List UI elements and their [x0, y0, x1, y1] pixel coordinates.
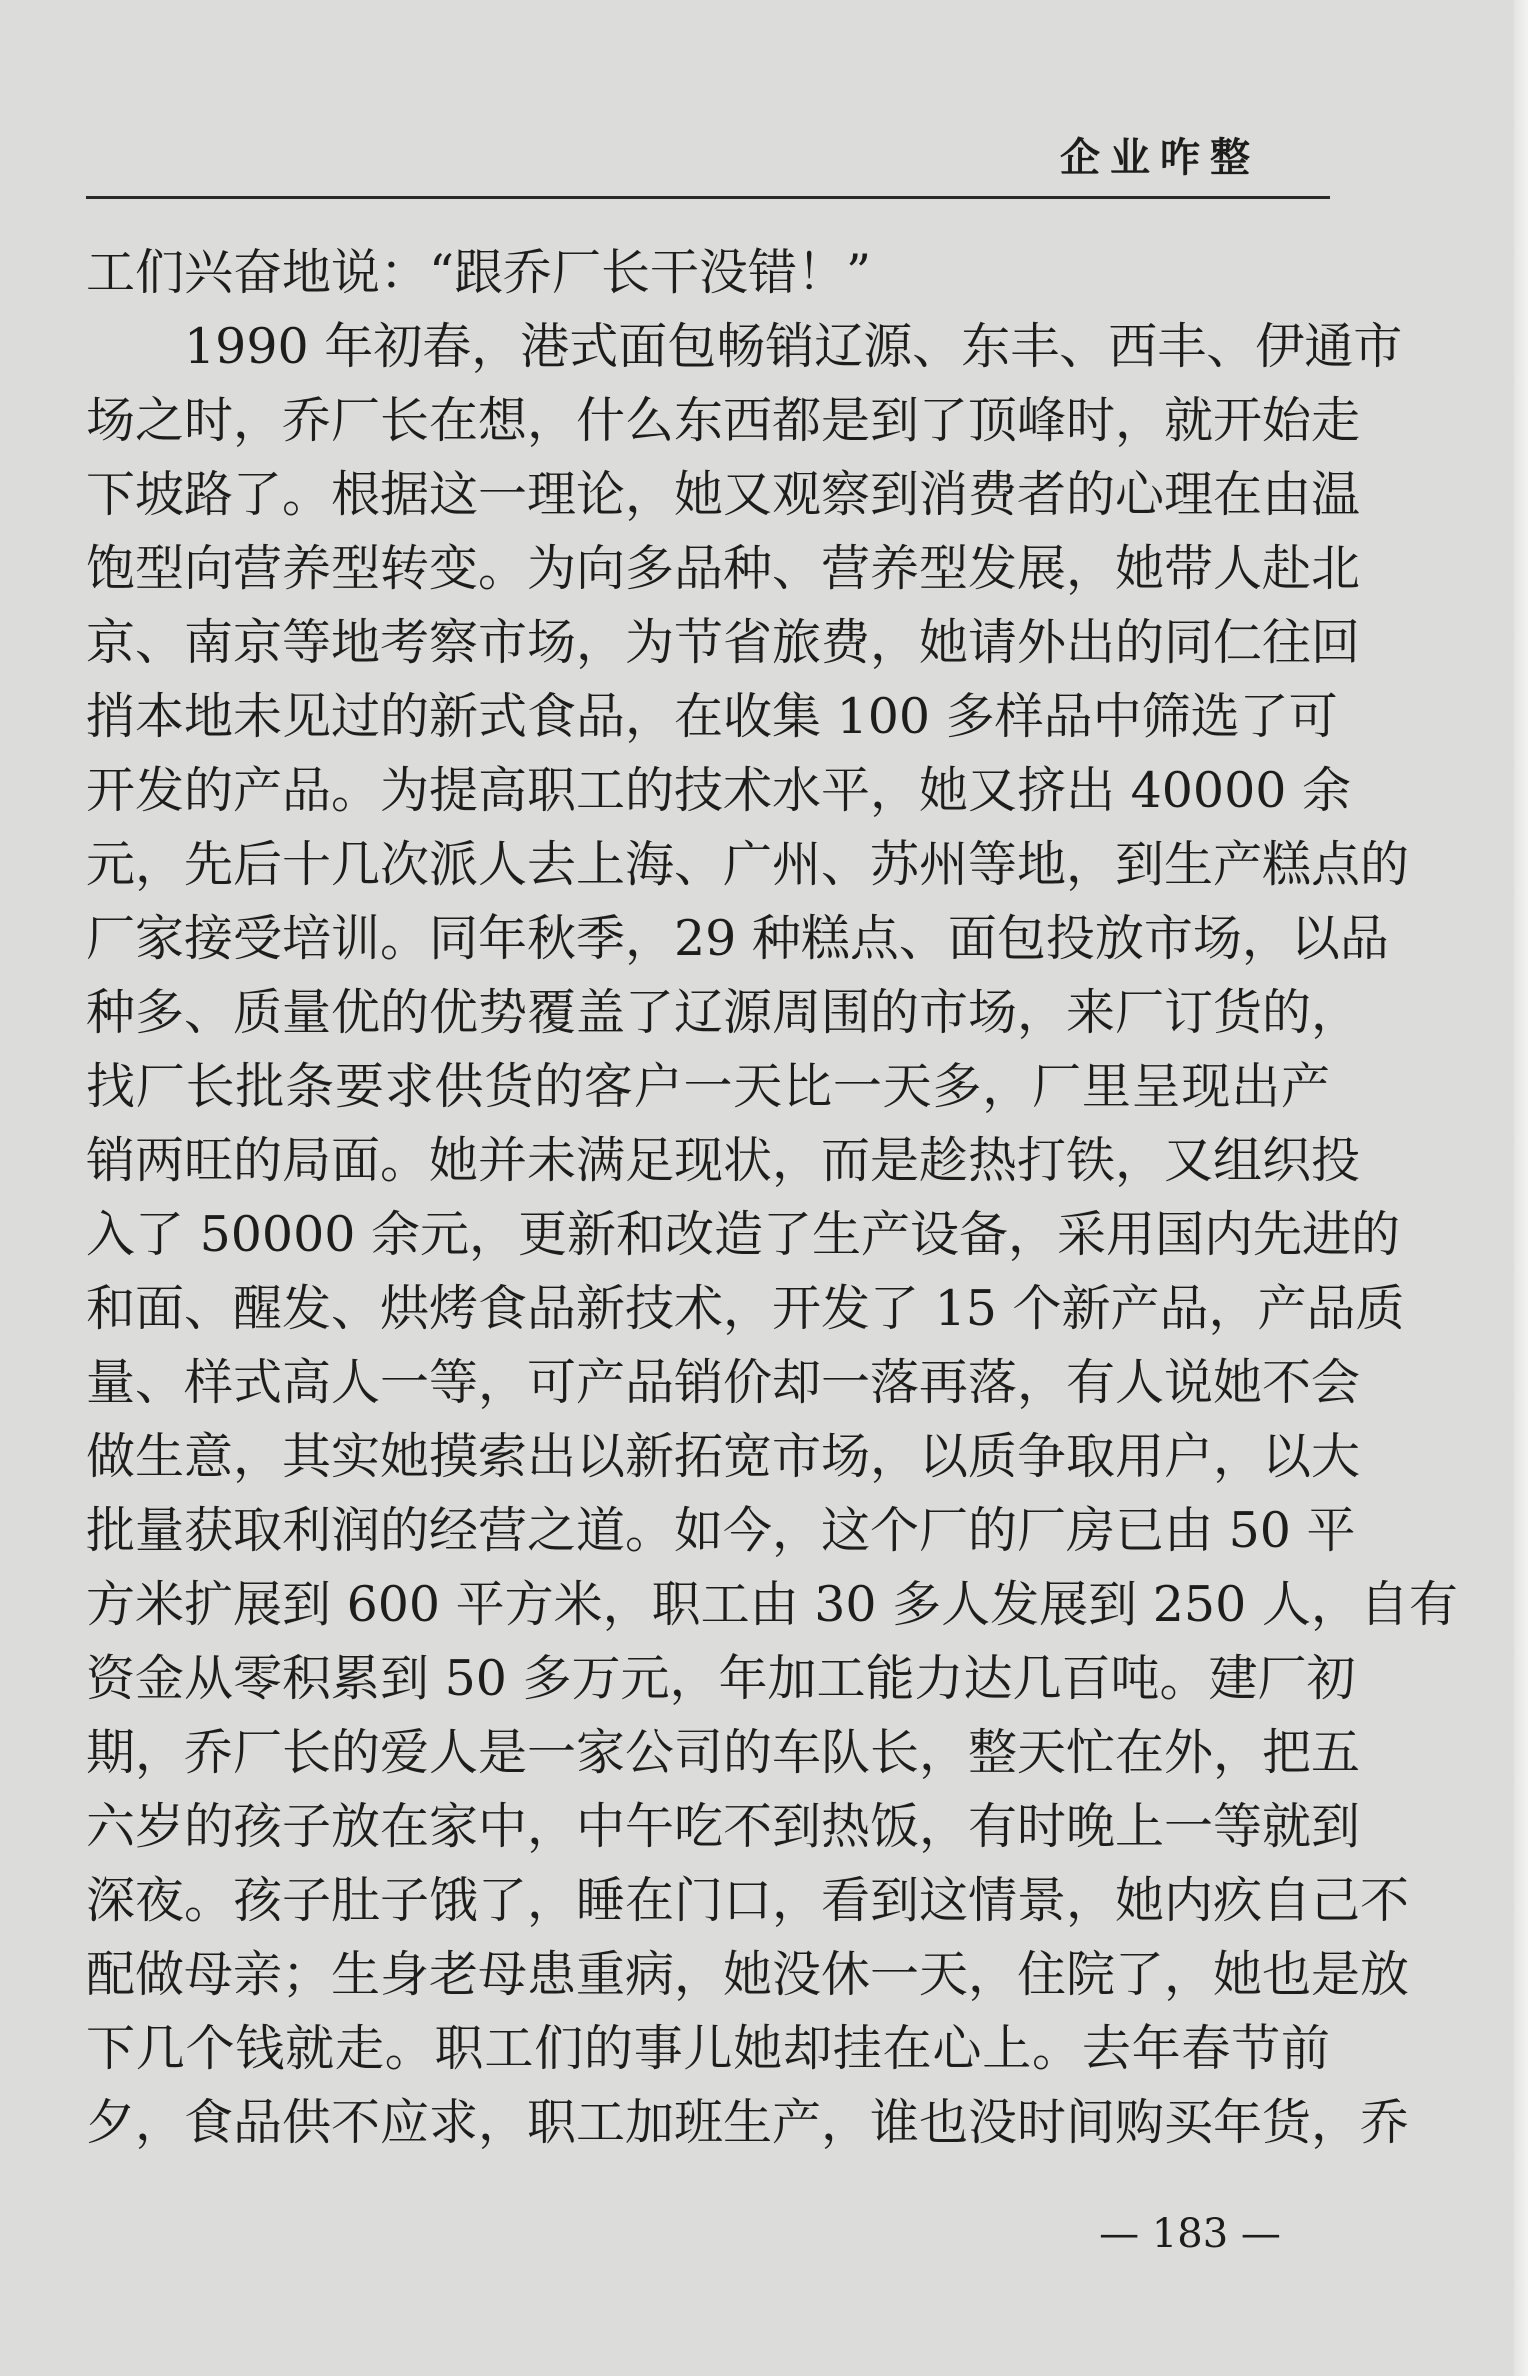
text-line: 夕，食品供不应求，职工加班生产，谁也没时间购买年货，乔: [86, 2094, 1410, 2151]
text-line: 元，先后十几次派人去上海、广州、苏州等地，到生产糕点的: [86, 836, 1410, 893]
text-line: 京、南京等地考察市场，为节省旅费，她请外出的同仁往回: [86, 614, 1361, 671]
text-line: 入了 50000 余元，更新和改造了生产设备，采用国内先进的: [86, 1206, 1401, 1263]
text-line: 方米扩展到 600 平方米，职工由 30 多人发展到 250 人，自有: [86, 1576, 1458, 1633]
text-line: 开发的产品。为提高职工的技术水平，她又挤出 40000 余: [86, 762, 1352, 819]
text-line: 做生意，其实她摸索出以新拓宽市场，以质争取用户，以大: [86, 1428, 1361, 1485]
text-line: 找厂长批条要求供货的客户一天比一天多，厂里呈现出产: [86, 1058, 1330, 1115]
text-line: 1990 年初春，港式面包畅销辽源、东丰、西丰、伊通市: [184, 318, 1403, 375]
text-line: 深夜。孩子肚子饿了，睡在门口，看到这情景，她内疚自己不: [86, 1872, 1410, 1929]
text-line: 捎本地未见过的新式食品，在收集 100 多样品中筛选了可: [86, 688, 1338, 745]
text-line: 配做母亲；生身老母患重病，她没休一天，住院了，她也是放: [86, 1946, 1410, 2003]
text-line: 期，乔厂长的爱人是一家公司的车队长，整天忙在外，把五: [86, 1724, 1361, 1781]
text-line: 工们兴奋地说：“跟乔厂长干没错！”: [86, 244, 872, 301]
body-text: [86, 236, 1458, 2160]
page-number: — 183 —: [1099, 2211, 1281, 2257]
text-line: 厂家接受培训。同年秋季，29 种糕点、面包投放市场，以品: [86, 910, 1389, 967]
text-line: 六岁的孩子放在家中，中午吃不到热饭，有时晚上一等就到: [86, 1798, 1361, 1855]
text-line: 销两旺的局面。她并未满足现状，而是趁热打铁，又组织投: [86, 1132, 1361, 1189]
header-rule: [86, 196, 1330, 199]
text-line: 下坡路了。根据这一理论，她又观察到消费者的心理在由温: [86, 466, 1361, 523]
text-line: 量、样式高人一等，可产品销价却一落再落，有人说她不会: [86, 1354, 1361, 1411]
text-line: 下几个钱就走。职工们的事儿她却挂在心上。去年春节前: [86, 2020, 1330, 2077]
text-line: 批量获取利润的经营之道。如今，这个厂的厂房已由 50 平: [86, 1502, 1356, 1559]
running-title: 企业咋整: [1060, 135, 1260, 181]
page-edge: [1514, 0, 1528, 2376]
text-line: 饱型向营养型转变。为向多品种、营养型发展，她带人赴北: [86, 540, 1361, 597]
text-line: 场之时，乔厂长在想，什么东西都是到了顶峰时，就开始走: [86, 392, 1361, 449]
text-line: 和面、醒发、烘烤食品新技术，开发了 15 个新产品，产品质: [86, 1280, 1405, 1337]
text-line: 资金从零积累到 50 多万元，年加工能力达几百吨。建厂初: [86, 1650, 1356, 1707]
text-line: 种多、质量优的优势覆盖了辽源周围的市场，来厂订货的，: [86, 984, 1361, 1041]
